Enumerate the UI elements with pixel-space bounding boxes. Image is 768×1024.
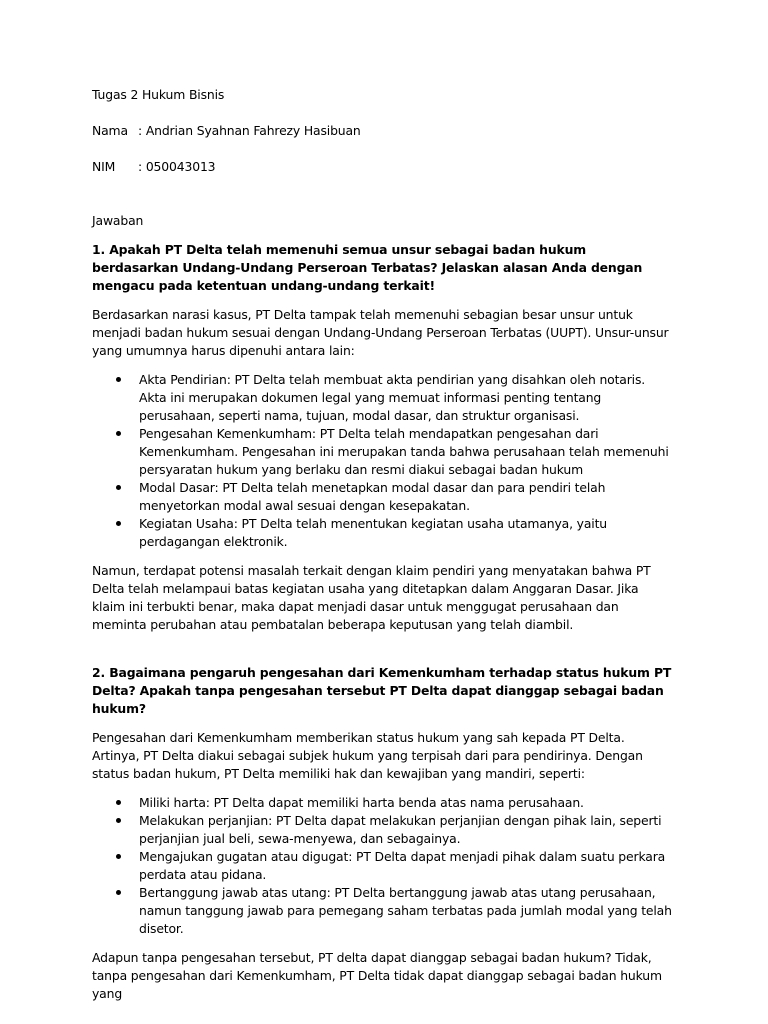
- q2-bullet-list: [92, 794, 672, 938]
- list-item-text: Mengajukan gugatan atau digugat: PT Delta dapat menjadi pihak dalam suatu perkara perdata atau pidana.: [139, 849, 666, 882]
- bullet-icon: [116, 818, 121, 823]
- list-item-text: Kegiatan Usaha: PT Delta telah menentukan kegiatan usaha utamanya, yaitu perdagangan elektronik.: [139, 516, 607, 549]
- list-item-text: Akta Pendirian: PT Delta telah membuat akta pendirian yang disahkan oleh notaris. Akta ini merupakan dokumen legal yang memuat informasi penting tentang perusahaan, seperti nama, tujuan, modal dasar, dan struktur organisasi.: [139, 372, 646, 423]
- list-item-text: Miliki harta: PT Delta dapat memiliki harta benda atas nama perusahaan.: [139, 795, 584, 810]
- meta-row-name: [92, 122, 672, 140]
- question-1: 1. Apakah PT Delta telah memenuhi semua unsur sebagai badan hukum berdasarkan Undang-Undang Perseroan Terbatas? Jelaskan alasan Anda dengan mengacu pada ketentuan undang-undang terkait!: [92, 242, 643, 293]
- bullet-icon: [116, 854, 121, 859]
- meta-row-nim: [92, 158, 672, 176]
- q1-closing-paragraph: Namun, terdapat potensi masalah terkait dengan klaim pendiri yang menyatakan bahwa PT Delta telah melampaui batas kegiatan usaha yang ditetapkan dalam Anggaran Dasar. Jika klaim ini terbukti benar, maka dapat menjadi dasar untuk menggugat perusahaan dan meminta perubahan atau pembatalan beberapa keputusan yang telah diambil.: [92, 563, 651, 632]
- bullet-icon: [116, 800, 121, 805]
- meta-value-nim: : 050043013: [138, 159, 216, 174]
- list-item: [92, 884, 672, 938]
- list-item-text: Modal Dasar: PT Delta telah menetapkan modal dasar dan para pendiri telah menyetorkan modal awal sesuai dengan kesepakatan.: [139, 480, 606, 513]
- bullet-icon: [116, 377, 121, 382]
- q1-intro-paragraph: Berdasarkan narasi kasus, PT Delta tampak telah memenuhi sebagian besar unsur untuk menjadi badan hukum sesuai dengan Undang-Undang Perseroan Terbatas (UUPT). Unsur-unsur yang umumnya harus dipenuhi antara lain:: [92, 307, 669, 358]
- list-item-text: Bertanggung jawab atas utang: PT Delta bertanggung jawab atas utang perusahaan, namun tanggung jawab para pemegang saham terbatas pada jumlah modal yang telah disetor.: [139, 885, 672, 936]
- list-item-text: Pengesahan Kemenkumham: PT Delta telah mendapatkan pengesahan dari Kemenkumham. Pengesahan ini merupakan tanda bahwa perusahaan telah memenuhi persyaratan hukum yang berlaku dan resmi diakui sebagai badan hukum: [139, 426, 669, 477]
- list-item: [92, 848, 672, 884]
- document-page: [92, 86, 672, 1014]
- list-item: [92, 515, 672, 551]
- list-item: [92, 425, 672, 479]
- list-item-text: Melakukan perjanjian: PT Delta dapat melakukan perjanjian dengan pihak lain, seperti perjanjian jual beli, sewa-menyewa, dan sebagainya.: [139, 813, 662, 846]
- list-item: [92, 479, 672, 515]
- meta-label-nim: NIM: [92, 159, 116, 174]
- list-item: [92, 812, 672, 848]
- list-item: [92, 371, 672, 425]
- bullet-icon: [116, 485, 121, 490]
- meta-label-name: Nama: [92, 123, 128, 138]
- answer-label: Jawaban: [92, 213, 144, 228]
- q1-bullet-list: [92, 371, 672, 551]
- list-item: [92, 794, 672, 812]
- bullet-icon: [116, 431, 121, 436]
- document-title: Tugas 2 Hukum Bisnis: [92, 87, 225, 102]
- bullet-icon: [116, 521, 121, 526]
- question-2: 2. Bagaimana pengaruh pengesahan dari Kemenkumham terhadap status hukum PT Delta? Apakah tanpa pengesahan tersebut PT Delta dapat dianggap sebagai badan hukum?: [92, 665, 672, 716]
- spacer: [92, 645, 672, 664]
- meta-value-name: : Andrian Syahnan Fahrezy Hasibuan: [138, 123, 361, 138]
- spacer: [92, 194, 672, 212]
- q2-intro-paragraph: Pengesahan dari Kemenkumham memberikan status hukum yang sah kepada PT Delta. Artinya, PT Delta diakui sebagai subjek hukum yang terpisah dari para pendirinya. Dengan status badan hukum, PT Delta memiliki hak dan kewajiban yang mandiri, seperti:: [92, 730, 643, 781]
- bullet-icon: [116, 890, 121, 895]
- q2-closing-paragraph: Adapun tanpa pengesahan tersebut, PT delta dapat dianggap sebagai badan hukum? Tidak, tanpa pengesahan dari Kemenkumham, PT Delta tidak dapat dianggap sebagai badan hukum yang: [92, 950, 662, 1001]
